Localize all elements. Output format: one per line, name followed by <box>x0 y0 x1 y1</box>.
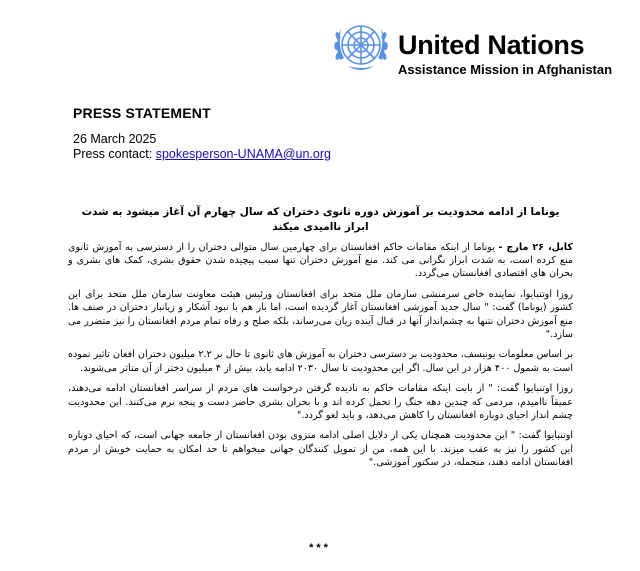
press-contact-label: Press contact: <box>73 147 153 161</box>
article-headline: یوناما از ادامه محدودیت بر آموزش دوره ثانوی دختران که سال چهارم آن آغاز میشود به شدت ابراز ناامیدی میکند <box>81 206 560 233</box>
dateline: کابل، ۲۶ مارچ - <box>498 242 573 253</box>
paragraph-1-text: یوناما از اینکه مقامات حاکم افغانستان برای چهارمین سال متوالی دختران را از دسترسی به آموزش ثانوی منع کرده است، به شدت ابراز نگرانی می کند. منع آموزش دختران تنها سبب پیچیده شدن حقوق بشری، کمک های بشری و بحران های اقتصادی افغانستان می‌گردد. <box>68 242 573 280</box>
paragraph-4: روزا اوتنبایوا گفت: " از بابت اینکه مقامات حاکم به نادیده گرفتن درخواست های مردم از سراسر افغانستان ادامه می‌دهند، عمیقاً ناامیدم، مردمی که چندین دهه جنگ را تحمل کرده اند و با بحران بشری حاضر دست و پنجه نرم می‌کنند. این محدودیت چشم انداز احیای دوباره افغانستان را کاهش می‌دهد، و باید لغو گردد." <box>68 383 573 421</box>
paragraph-5: اوتنبایوا گفت: " این محدودیت همچنان یکی از دلایل اصلی ادامه منزوی بودن افغانستان از جامعه جهانی است، که احیای دوباره این کشور را نیز به عقب میزند. با این همه، من از تمویل کنندگان جهانی میخواهم تا حد امکان به حمایت خویش از مردم افغانستان ادامه دهند، منجمله، در سکتور آموزشی." <box>68 430 573 468</box>
end-of-statement-mark: *** <box>309 542 331 554</box>
paragraph-3: بر اساس معلومات یونیسف، محدودیت بر دسترسی دختران به آموزش های ثانوی تا حال بر ۲.۲ میلیون دختران افغان تاثیر نموده است به شمول ۴۰۰ هزار در این سال. اگر این محدودیت تا سال ۲۰۳۰ ادامه یابد، بیش از ۴ میلیون دختر از آن متاثر می‌شوند. <box>68 349 573 374</box>
press-contact-email-link[interactable]: spokesperson-UNAMA@un.org <box>155 147 331 161</box>
press-contact <box>73 147 331 162</box>
paragraph-1 <box>68 241 573 281</box>
paragraph-2: روزا اوتنبایوا، نماینده خاص سرمنشی سازمان ملل متحد برای افغانستان ورئیس هیئت معاونت سازمان ملل متحد برای این کشور (یوناما) گفت: " سال جدید آموزشی افغانستان آغاز گردیده است، اما باز هم با نبود آشکار و زیانبار دختران در صنف ها. منع آموزش دختران نتنها به چشم‌انداز آنها در قبال آینده زیان می‌رساند، بلکه صلح و رفاه تمام مردم افغانستان را نیز متضرر می سازد." <box>68 289 573 340</box>
org-name-line2: Assistance Mission in Afghanistan <box>398 62 613 77</box>
statement-date: 26 March 2025 <box>73 132 157 146</box>
letterhead <box>0 10 640 90</box>
statement-meta <box>73 132 331 162</box>
org-name-line1: United Nations <box>398 30 585 60</box>
un-emblem-icon <box>330 16 392 78</box>
article-body <box>68 241 573 477</box>
press-statement-label: PRESS STATEMENT <box>73 105 211 121</box>
organization-name <box>398 32 612 78</box>
